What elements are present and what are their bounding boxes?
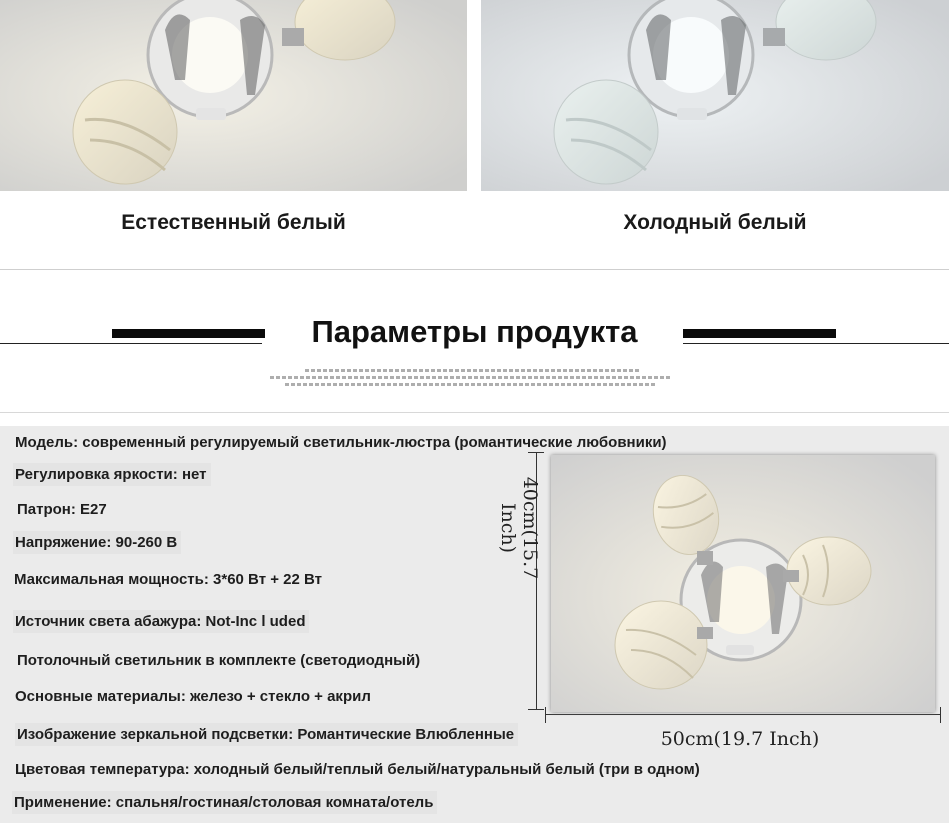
- width-dimension-label: 50cm(19.7 Inch): [660, 728, 820, 750]
- natural-white-caption: Естественный белый: [121, 211, 346, 234]
- spec-max-power: Максимальная мощность: 3*60 Вт + 22 Вт: [14, 571, 322, 588]
- spec-color-temperature: Цветовая температура: холодный белый/теплый белый/натуральный белый (три в одном): [15, 761, 700, 778]
- width-dimension-line: [545, 714, 941, 715]
- height-tick-top: [528, 452, 544, 453]
- product-parameters-banner: [0, 269, 949, 413]
- banner-fine-print: [305, 369, 640, 372]
- spec-socket: Патрон: E27: [17, 501, 107, 518]
- spec-model: Модель: современный регулируемый светильник-люстра (романтические любовники): [15, 434, 667, 451]
- width-tick-left: [545, 707, 546, 723]
- banner-fine-print: [270, 376, 670, 379]
- spec-ceiling-light: Потолочный светильник в комплекте (светодиодный): [17, 652, 421, 669]
- spec-materials: Основные материалы: железо + стекло + акрил: [15, 688, 371, 705]
- spec-dimming: Регулировка яркости: нет: [13, 463, 211, 486]
- banner-title: Параметры продукта: [311, 314, 638, 349]
- natural-white-photo: [0, 0, 467, 191]
- width-tick-right: [940, 707, 941, 723]
- cool-white-photo: [481, 0, 949, 191]
- spec-application: Применение: спальня/гостиная/столовая комната/отель: [12, 791, 437, 814]
- spec-light-source: Источник света абажура: Not-Inc l uded: [13, 610, 309, 633]
- cool-white-caption: Холодный белый: [623, 211, 807, 234]
- banner-fine-print: [285, 383, 655, 386]
- spec-mirror-image: Изображение зеркальной подсветки: Романтические Влюбленные: [15, 723, 518, 746]
- product-photo: [551, 455, 935, 712]
- height-dimension-label: 40cm(15.7 Inch): [497, 476, 541, 580]
- height-tick-bottom: [528, 709, 544, 710]
- spec-voltage: Напряжение: 90-260 В: [13, 531, 181, 554]
